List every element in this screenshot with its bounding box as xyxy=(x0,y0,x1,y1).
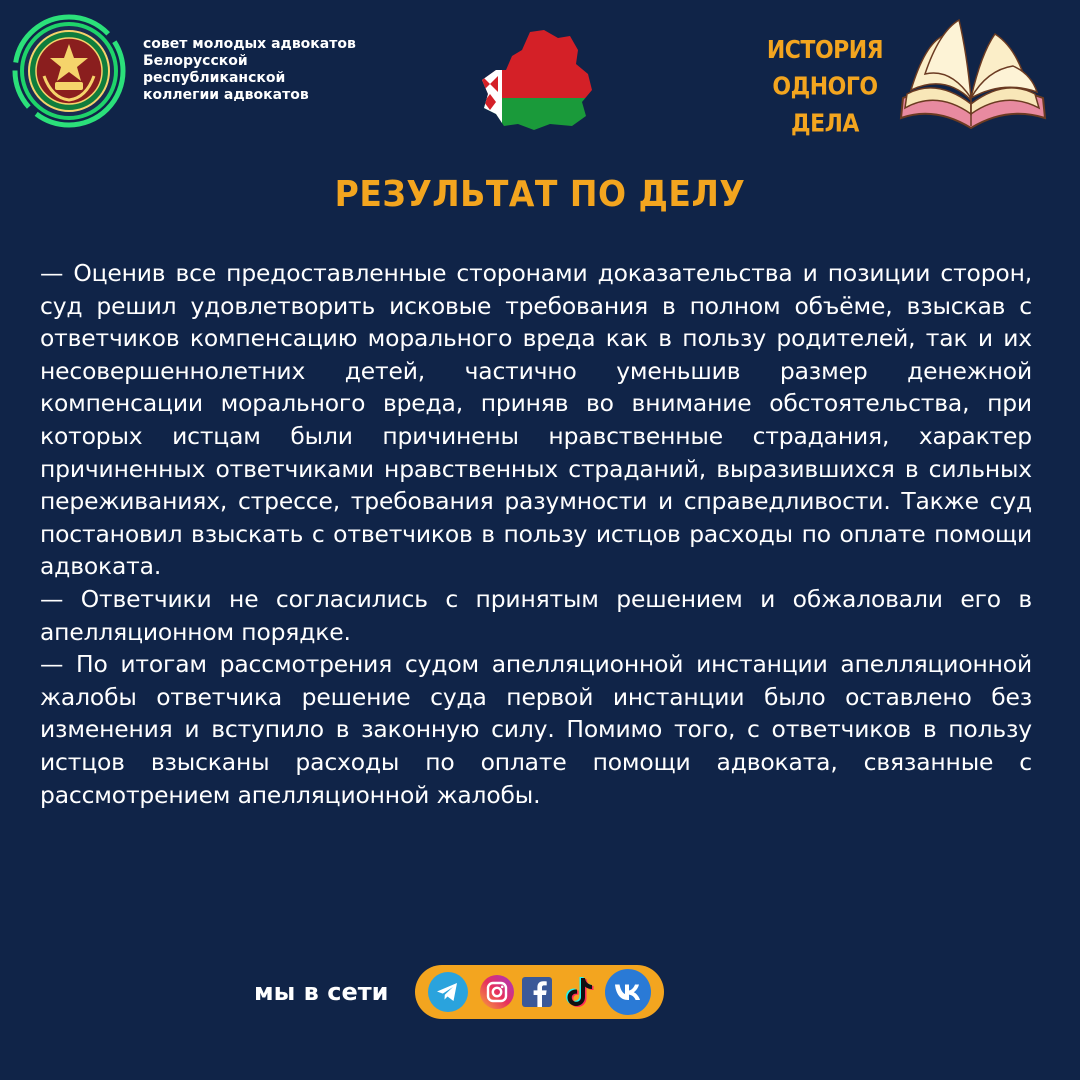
result-text xyxy=(40,257,1032,811)
paragraph: — Оценив все предоставленные сторонами доказательства и позиции сторон, суд решил удовлетворить исковые требования в полном объёме, взыскав с ответчиков компенсацию морального вреда как в пользу родителей, так и их несовершеннолетних детей, частично уменьшив размер денежной компенсации морального вреда, приняв во внимание обстоятельства, при которых истцам были причинены нравственные страдания, характер причиненных ответчиками нравственных страданий, выразившихся в сильных переживаниях, стрессе, требования разумности и справедливости. Также суд постановил взыскать с ответчиков в пользу истцов расходы по оплате помощи адвоката. xyxy=(40,259,1032,581)
section-title: РЕЗУЛЬТАТ ПО ДЕЛУ xyxy=(334,172,746,215)
paragraph: — Ответчики не согласились с принятым решением и обжаловали его в апелляционном порядке. xyxy=(40,584,1032,646)
tiktok-icon[interactable] xyxy=(558,972,598,1012)
belarus-flag-map-icon xyxy=(478,28,596,132)
paragraph: — По итогам рассмотрения судом апелляционной инстанции апелляционной жалобы ответчика решение суда первой инстанции было оставлено без изменения и вступило в законную силу. Помимо того, с ответчиков в пользу истцов взысканы расходы по оплате помощи адвоката, связанные с рассмотрением апелляционной жалобы. xyxy=(40,650,1032,809)
telegram-icon[interactable] xyxy=(428,972,468,1012)
open-book-icon xyxy=(895,14,1050,138)
social-label: мы в сети xyxy=(254,978,389,1006)
series-title xyxy=(755,32,895,143)
org-name-line: Белорусской xyxy=(143,53,248,69)
bar-association-emblem-icon xyxy=(12,14,126,128)
vk-icon[interactable] xyxy=(605,969,651,1015)
social-links-bar xyxy=(415,965,664,1019)
series-title-line: ОДНОГО xyxy=(772,73,878,102)
organization-name xyxy=(143,36,403,104)
series-title-line: ИСТОРИЯ xyxy=(766,36,884,65)
org-name-line: коллегии адвокатов xyxy=(143,87,309,103)
org-name-line: республиканской xyxy=(143,70,286,86)
series-title-line: ДЕЛА xyxy=(791,110,859,139)
facebook-icon[interactable] xyxy=(520,975,554,1009)
org-name-line: совет молодых адвокатов xyxy=(143,36,356,52)
instagram-icon[interactable] xyxy=(477,972,517,1012)
